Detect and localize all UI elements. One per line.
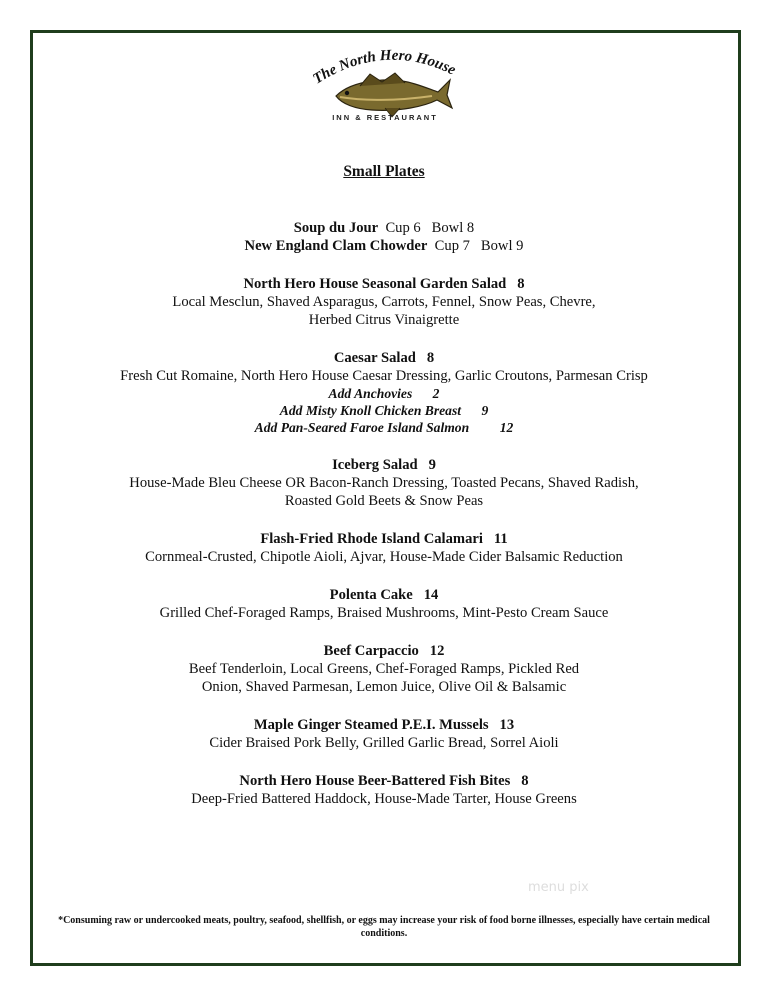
addon-price: 9 bbox=[481, 403, 489, 418]
item-price: 8 bbox=[521, 773, 529, 789]
item-name: Polenta Cake bbox=[329, 587, 413, 603]
item-desc: Herbed Citrus Vinaigrette bbox=[308, 312, 460, 328]
logo-text: The North Hero House bbox=[310, 47, 459, 88]
item-price: 11 bbox=[493, 531, 508, 547]
section-title: Small Plates bbox=[343, 163, 425, 180]
watermark: menu pix bbox=[528, 880, 589, 895]
addon-label: Add Anchovies bbox=[328, 386, 413, 401]
item-desc: Deep-Fried Battered Haddock, House-Made Tarter, House Greens bbox=[191, 791, 577, 807]
item-desc: Cornmeal-Crusted, Chipotle Aioli, Ajvar, House-Made Cider Balsamic Reduction bbox=[145, 549, 623, 565]
item-desc: Fresh Cut Romaine, North Hero House Caesar Dressing, Garlic Croutons, Parmesan Crisp bbox=[120, 368, 648, 384]
item-name: North Hero House Seasonal Garden Salad bbox=[243, 276, 507, 292]
menu-item-soups bbox=[0, 219, 768, 255]
item-price: Cup 7 Bowl 9 bbox=[434, 238, 524, 254]
menu-item-calamari bbox=[0, 530, 768, 566]
menu-list bbox=[0, 219, 768, 828]
item-price: 9 bbox=[428, 457, 436, 473]
item-name: Iceberg Salad bbox=[332, 457, 418, 473]
item-price: 12 bbox=[429, 643, 445, 659]
logo-subtitle: INN & RESTAURANT bbox=[332, 113, 438, 122]
item-name: Beef Carpaccio bbox=[323, 643, 419, 659]
addon-label: Add Pan-Seared Faroe Island Salmon bbox=[254, 420, 470, 435]
item-desc: Cider Braised Pork Belly, Grilled Garlic Bread, Sorrel Aioli bbox=[209, 735, 559, 751]
menu-item-caesar-salad bbox=[0, 349, 768, 436]
item-price: 8 bbox=[517, 276, 525, 292]
item-name: Flash-Fried Rhode Island Calamari bbox=[260, 531, 483, 547]
menu-item-garden-salad bbox=[0, 275, 768, 329]
item-price: 13 bbox=[499, 717, 515, 733]
item-name: North Hero House Beer-Battered Fish Bites bbox=[239, 773, 511, 789]
item-desc: House-Made Bleu Cheese OR Bacon-Ranch Dressing, Toasted Pecans, Shaved Radish, bbox=[129, 475, 639, 491]
menu-item-mussels bbox=[0, 716, 768, 752]
item-desc: Onion, Shaved Parmesan, Lemon Juice, Olive Oil & Balsamic bbox=[201, 679, 567, 695]
menu-item-beef-carpaccio bbox=[0, 642, 768, 696]
item-desc: Beef Tenderloin, Local Greens, Chef-Foraged Ramps, Pickled Red bbox=[188, 661, 580, 677]
item-desc: Roasted Gold Beets & Snow Peas bbox=[284, 493, 484, 509]
restaurant-logo bbox=[300, 40, 470, 130]
item-price: 14 bbox=[423, 587, 439, 603]
menu-item-polenta-cake bbox=[0, 586, 768, 622]
addon-price: 12 bbox=[499, 420, 514, 435]
item-name: Caesar Salad bbox=[333, 350, 416, 366]
item-desc: Local Mesclun, Shaved Asparagus, Carrots, Fennel, Snow Peas, Chevre, bbox=[172, 294, 596, 310]
item-name: New England Clam Chowder bbox=[244, 238, 428, 254]
item-price: Cup 6 Bowl 8 bbox=[385, 220, 475, 236]
addon-label: Add Misty Knoll Chicken Breast bbox=[279, 403, 462, 418]
item-name: Soup du Jour bbox=[293, 220, 379, 236]
item-desc: Grilled Chef-Foraged Ramps, Braised Mushrooms, Mint-Pesto Cream Sauce bbox=[159, 605, 609, 621]
item-price: 8 bbox=[426, 350, 435, 366]
menu-item-iceberg-salad bbox=[0, 456, 768, 510]
item-name: Maple Ginger Steamed P.E.I. Mussels bbox=[253, 717, 489, 733]
menu-item-fish-bites bbox=[0, 772, 768, 808]
disclaimer-text: *Consuming raw or undercooked meats, poultry, seafood, shellfish, or eggs may increase your risk of food borne illnesses, especially have certain medical conditions. bbox=[58, 915, 710, 939]
addon-price: 2 bbox=[432, 386, 440, 401]
fish-logo-icon bbox=[300, 40, 470, 120]
